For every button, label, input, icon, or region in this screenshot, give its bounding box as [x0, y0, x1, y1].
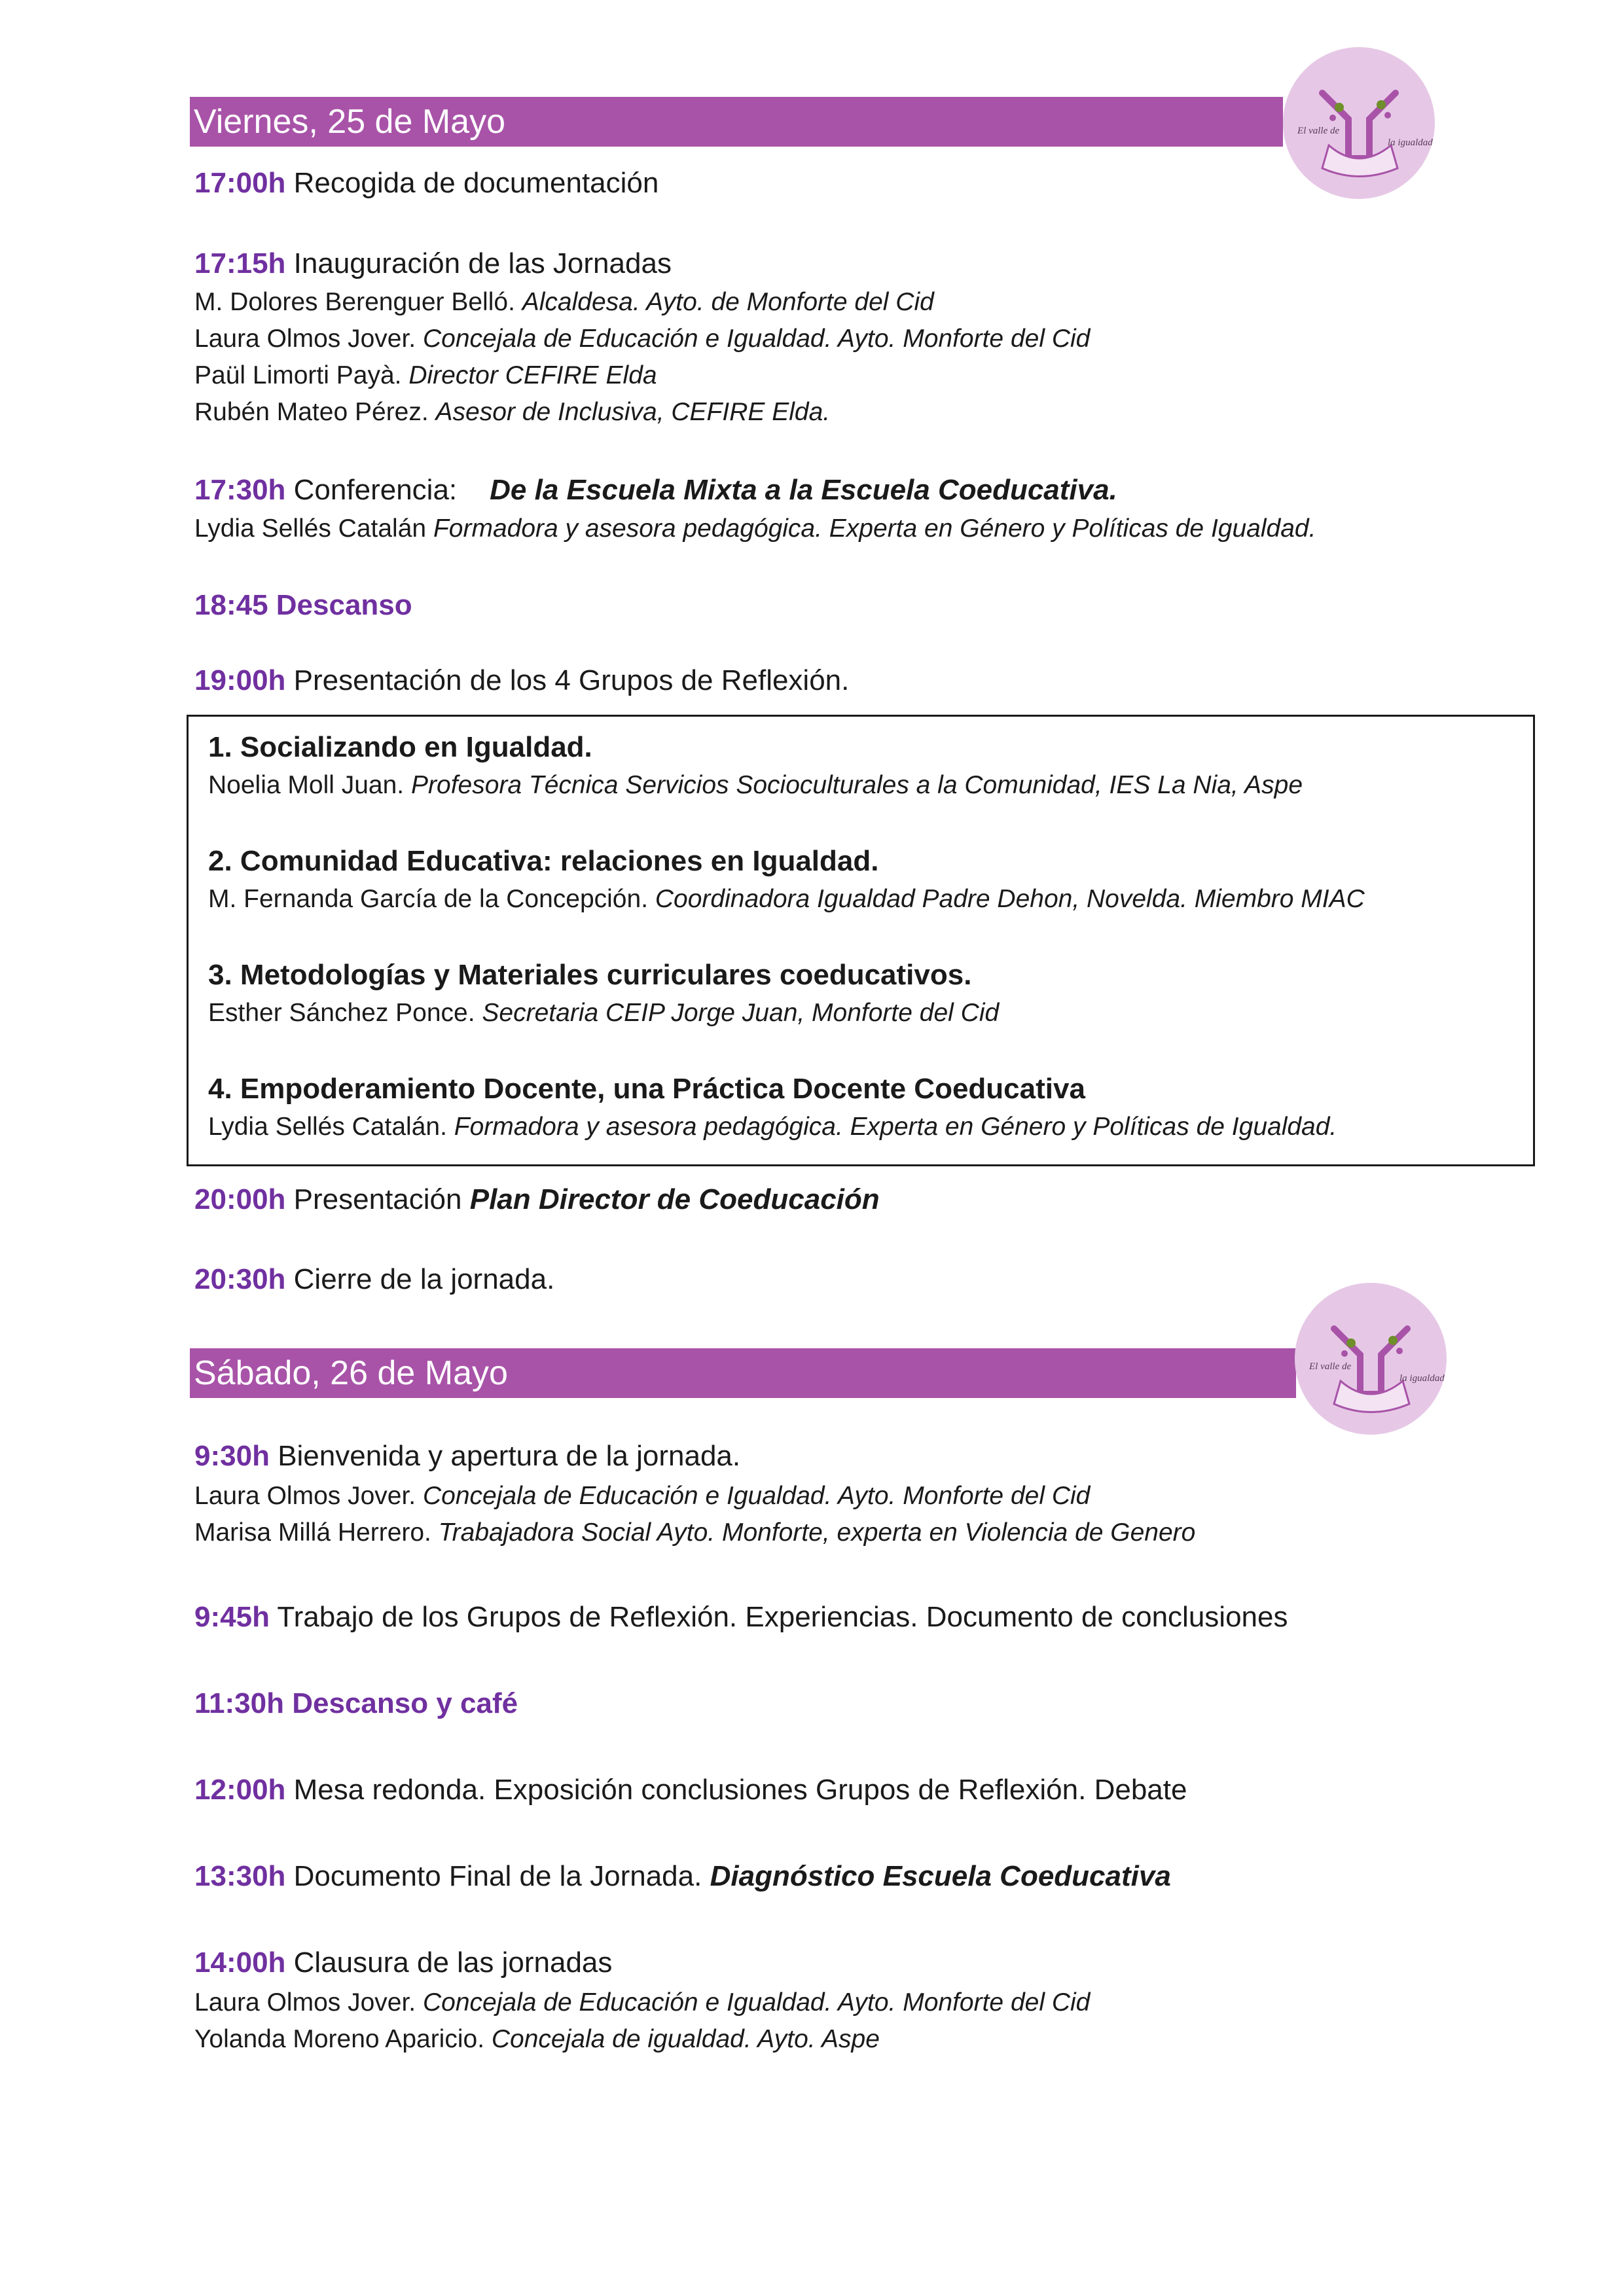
valley-logo-icon [1295, 1283, 1447, 1435]
break-1130: 11:30h Descanso y café [194, 1687, 518, 1719]
day2-header [190, 1348, 1296, 1398]
group-title: 3. Metodologías y Materiales curriculares coeducativos. [208, 959, 972, 991]
group-person: Esther Sánchez Ponce. Secretaria CEIP Jorge Juan, Monforte del Cid [208, 999, 1000, 1027]
speaker: Marisa Millá Herrero. Trabajadora Social Ayto. Monforte, experta en Violencia de Genero [194, 1518, 1196, 1547]
speaker: Laura Olmos Jover. Concejala de Educación e Igualdad. Ayto. Monforte del Cid [194, 1988, 1091, 2017]
logo-top [1283, 47, 1435, 199]
reflection-groups-box [187, 715, 1535, 1166]
item-0930: 9:30h Bienvenida y apertura de la jornada. [194, 1440, 741, 1472]
item-1700: 17:00h Recogida de documentación [194, 167, 659, 199]
day1-title: Viernes, 25 de Mayo [194, 103, 505, 141]
speaker: Lydia Sellés Catalán Formadora y asesora pedagógica. Experta en Género y Políticas de Igualdad. [194, 514, 1316, 543]
break-1845: 18:45 Descanso [194, 589, 412, 621]
svg-text:El valle de: El valle de [1297, 126, 1340, 136]
group-title: 1. Socializando en Igualdad. [208, 731, 592, 763]
svg-text:El valle de: El valle de [1309, 1361, 1352, 1372]
item-1900: 19:00h Presentación de los 4 Grupos de Reflexión. [194, 664, 850, 696]
item-2030: 20:30h Cierre de la jornada. [194, 1263, 555, 1295]
svg-text:la igualdad: la igualdad [1388, 137, 1433, 148]
group-title: 2. Comunidad Educativa: relaciones en Igualdad. [208, 845, 879, 877]
speaker: M. Dolores Berenguer Belló. Alcaldesa. Ayto. de Monforte del Cid [194, 288, 934, 316]
logo-bottom [1295, 1283, 1447, 1435]
speaker: Rubén Mateo Pérez. Asesor de Inclusiva, CEFIRE Elda. [194, 398, 831, 426]
svg-text:la igualdad: la igualdad [1399, 1373, 1445, 1384]
item-1330: 13:30h Documento Final de la Jornada. Diagnóstico Escuela Coeducativa [194, 1860, 1171, 1892]
day2-title: Sábado, 26 de Mayo [194, 1354, 508, 1392]
speaker: Yolanda Moreno Aparicio. Concejala de igualdad. Ayto. Aspe [194, 2025, 880, 2053]
item-1715: 17:15h Inauguración de las Jornadas [194, 247, 672, 279]
group-title: 4. Empoderamiento Docente, una Práctica Docente Coeducativa [208, 1073, 1085, 1105]
valley-logo-icon [1283, 47, 1435, 199]
item-1200: 12:00h Mesa redonda. Exposición conclusiones Grupos de Reflexión. Debate [194, 1774, 1187, 1806]
group-person: Lydia Sellés Catalán. Formadora y asesora pedagógica. Experta en Género y Políticas de Igualdad. [208, 1113, 1337, 1141]
group-person: Noelia Moll Juan. Profesora Técnica Servicios Socioculturales a la Comunidad, IES La Nia, Aspe [208, 771, 1303, 799]
day1-header [190, 97, 1283, 147]
item-1400: 14:00h Clausura de las jornadas [194, 1946, 613, 1979]
speaker: Paül Limorti Payà. Director CEFIRE Elda [194, 361, 657, 389]
item-2000: 20:00h Presentación Plan Director de Coeducación [194, 1183, 880, 1215]
group-person: M. Fernanda García de la Concepción. Coordinadora Igualdad Padre Dehon, Novelda. Miembro MIAC [208, 885, 1365, 913]
speaker: Laura Olmos Jover. Concejala de Educación e Igualdad. Ayto. Monforte del Cid [194, 325, 1091, 353]
item-0945: 9:45h Trabajo de los Grupos de Reflexión. Experiencias. Documento de conclusiones [194, 1601, 1288, 1633]
speaker: Laura Olmos Jover. Concejala de Educación e Igualdad. Ayto. Monforte del Cid [194, 1482, 1091, 1510]
item-1730: 17:30h Conferencia: De la Escuela Mixta a la Escuela Coeducativa. [194, 474, 1117, 506]
